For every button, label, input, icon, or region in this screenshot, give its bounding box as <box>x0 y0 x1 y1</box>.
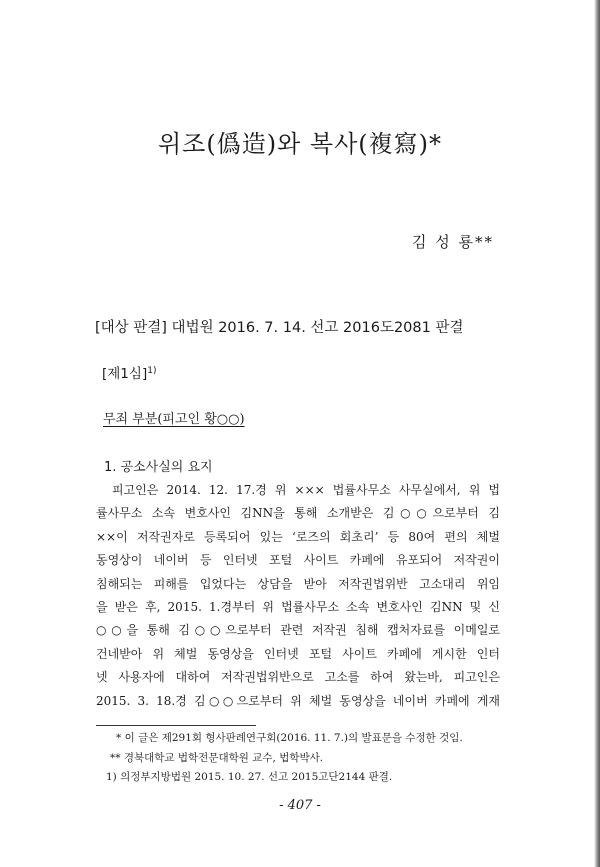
footnote-1: 1) 의정부지방법원 2015. 10. 27. 선고 2015고단2144 판결. <box>106 771 393 783</box>
body-line: 건네받아 위 체벌 동영상을 인터넷 포털 사이트 카페에 게시한 인터 <box>96 646 500 661</box>
body-line: 동영상이 네이버 등 인터넷 포털 사이트 카페에 유포되어 저작권이 <box>96 553 500 568</box>
first-instance-heading <box>102 362 156 382</box>
footnote-ref-1: 1) <box>147 366 157 376</box>
author-name: 김 성 룡** <box>411 233 494 251</box>
body-line: ○○을 통해 김○○으로부터 관련 저작권 침해 캡처자료를 이메일로 <box>96 623 500 638</box>
footnotes <box>96 729 516 788</box>
footnote-star: * 이 글은 제291회 형사판례연구회(2016. 11. 7.)의 발표문을 수정한 것임. <box>116 732 463 744</box>
body-line: 피고인은 2014. 12. 17.경 위 ××× 법률사무소 사무실에서, 위 법 <box>112 483 500 497</box>
acquittal-heading: 무죄 부분(피고인 황○○) <box>103 412 245 427</box>
body-line: 률사무소 소속 변호사인 김NN을 통해 소개받은 김○○으로부터 김 <box>96 506 500 521</box>
case-heading: [대상 판결] 대법원 2016. 7. 14. 선고 2016도2081 판결 <box>95 320 464 336</box>
section-heading: 1. 공소사실의 요지 <box>104 460 213 475</box>
body-line: ××이 저작권자로 등록되어 있는 ‘로즈의 회초리’ 등 80여 편의 체벌 <box>96 529 500 544</box>
article-title: 위조(僞造)와 복사(複寫)* <box>157 130 442 158</box>
body-line: 을 받은 후, 2015. 1.경부터 위 법률사무소 소속 변호사인 김NN 및 신 <box>96 600 500 615</box>
first-instance-label: [제1심] <box>102 366 148 382</box>
body-paragraph <box>96 479 500 713</box>
page-number: - 407 - <box>279 798 321 813</box>
body-line: 침해되는 피해를 입었다는 상담을 받아 저작권법위반 고소대리 위임 <box>96 576 500 591</box>
footnote-divider <box>96 725 256 726</box>
body-line: 2015. 3. 18.경 김○○으로부터 위 체벌 동영상을 네이버 카페에 게재 <box>96 693 500 708</box>
footnote-double-star: ** 경북대학교 법학전문대학원 교수, 법학박사. <box>110 751 324 764</box>
body-line: 넷 사용자에 대하여 저작권법위반으로 고소를 하여 왔는바, 피고인은 <box>96 670 500 685</box>
